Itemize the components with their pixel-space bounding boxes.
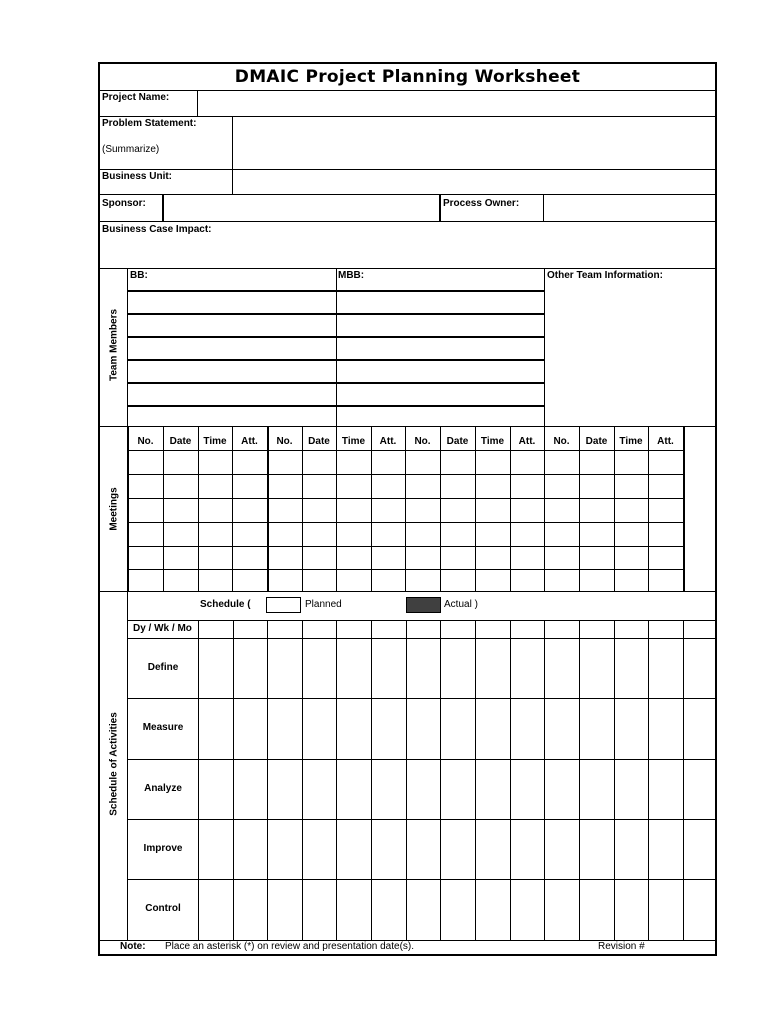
schedule-row-line bbox=[127, 698, 715, 699]
divider bbox=[100, 268, 715, 269]
summarize-label: (Summarize) bbox=[102, 144, 160, 155]
schedule-col-line bbox=[579, 620, 580, 940]
divider bbox=[439, 194, 441, 221]
schedule-col-line bbox=[198, 620, 199, 940]
meeting-row-line bbox=[128, 450, 683, 451]
meeting-header: Date bbox=[446, 436, 469, 447]
business-case-field[interactable] bbox=[100, 236, 717, 266]
bb-label: BB: bbox=[130, 270, 148, 281]
business-unit-label: Business Unit: bbox=[102, 171, 173, 182]
phase-label-improve: Improve bbox=[143, 843, 183, 854]
meeting-header: Date bbox=[169, 436, 192, 447]
schedule-col-line bbox=[544, 620, 545, 940]
schedule-col-line bbox=[267, 620, 268, 940]
divider bbox=[100, 221, 715, 222]
meeting-header: No. bbox=[553, 436, 570, 447]
schedule-of-activities-label: Schedule of Activities bbox=[108, 712, 120, 816]
meeting-row-line bbox=[128, 522, 683, 523]
worksheet bbox=[98, 62, 717, 956]
schedule-row-line bbox=[127, 759, 715, 760]
meeting-header: Att. bbox=[379, 436, 397, 447]
team-member-rule bbox=[128, 336, 544, 338]
dy-wk-mo-label: Dy / Wk / Mo bbox=[133, 623, 192, 634]
planned-legend: Planned bbox=[305, 599, 342, 610]
project-name-label: Project Name: bbox=[102, 92, 170, 103]
schedule-row-line bbox=[127, 879, 715, 880]
meeting-row-line bbox=[128, 498, 683, 499]
schedule-col-line bbox=[406, 620, 407, 940]
sponsor-label: Sponsor: bbox=[102, 198, 146, 209]
meeting-row-line bbox=[128, 569, 683, 570]
schedule-col-line bbox=[510, 620, 511, 940]
note-label: Note: bbox=[120, 941, 146, 952]
schedule-col-line bbox=[302, 620, 303, 940]
meeting-header: No. bbox=[414, 436, 431, 447]
meeting-header: No. bbox=[137, 436, 154, 447]
divider bbox=[100, 426, 715, 427]
meeting-row-line bbox=[128, 546, 683, 547]
meeting-header: Time bbox=[341, 436, 366, 447]
divider bbox=[127, 268, 128, 940]
schedule-row-line bbox=[127, 819, 715, 820]
divider bbox=[544, 268, 545, 426]
meeting-header: Time bbox=[480, 436, 505, 447]
business-case-label: Business Case Impact: bbox=[102, 224, 212, 235]
phase-label-define: Define bbox=[147, 662, 179, 673]
problem-statement-field[interactable] bbox=[233, 117, 717, 168]
phase-label-control: Control bbox=[145, 903, 181, 914]
actual-swatch bbox=[406, 597, 441, 613]
sponsor-field[interactable] bbox=[164, 195, 438, 220]
business-unit-field[interactable] bbox=[233, 170, 717, 193]
divider bbox=[127, 620, 715, 621]
schedule-label: Schedule ( bbox=[200, 599, 251, 610]
team-member-rule bbox=[128, 405, 544, 407]
meeting-header: Date bbox=[308, 436, 330, 447]
team-member-rule bbox=[128, 313, 544, 315]
team-member-rule bbox=[128, 359, 544, 361]
project-name-field[interactable] bbox=[198, 91, 717, 115]
phase-label-measure: Measure bbox=[142, 722, 184, 733]
schedule-col-line bbox=[614, 620, 615, 940]
meeting-row-line bbox=[128, 474, 683, 475]
other-team-info-label: Other Team Information: bbox=[547, 270, 663, 281]
meetings-label: Meetings bbox=[108, 487, 120, 531]
meeting-header: Time bbox=[619, 436, 643, 447]
schedule-col-line bbox=[648, 620, 649, 940]
note-text: Place an asterisk (*) on review and presentation date(s). bbox=[165, 941, 415, 952]
process-owner-label: Process Owner: bbox=[443, 198, 520, 209]
team-member-rule bbox=[128, 290, 544, 292]
schedule-col-line bbox=[233, 620, 234, 940]
meeting-header: Date bbox=[585, 436, 608, 447]
actual-legend: Actual ) bbox=[444, 599, 478, 610]
other-team-info-field[interactable] bbox=[546, 282, 717, 424]
meeting-header: Att. bbox=[518, 436, 536, 447]
schedule-row-line bbox=[127, 638, 715, 639]
schedule-col-line bbox=[475, 620, 476, 940]
phase-label-analyze: Analyze bbox=[144, 783, 182, 794]
meeting-col-line bbox=[683, 426, 685, 591]
revision-label: Revision # bbox=[598, 941, 645, 952]
team-members-label: Team Members bbox=[108, 308, 120, 382]
mbb-label: MBB: bbox=[338, 270, 365, 281]
meeting-header: Time bbox=[203, 436, 227, 447]
schedule-col-line bbox=[683, 620, 684, 940]
problem-statement-label: Problem Statement: bbox=[102, 118, 197, 129]
team-member-rule bbox=[128, 382, 544, 384]
meeting-header: No. bbox=[276, 436, 293, 447]
divider bbox=[100, 591, 715, 592]
planned-swatch bbox=[266, 597, 301, 613]
page-title: DMAIC Project Planning Worksheet bbox=[234, 67, 581, 87]
meeting-header: Att. bbox=[241, 436, 258, 447]
schedule-col-line bbox=[336, 620, 337, 940]
meeting-header: Att. bbox=[657, 436, 674, 447]
process-owner-field[interactable] bbox=[544, 195, 717, 220]
schedule-col-line bbox=[371, 620, 372, 940]
schedule-col-line bbox=[440, 620, 441, 940]
